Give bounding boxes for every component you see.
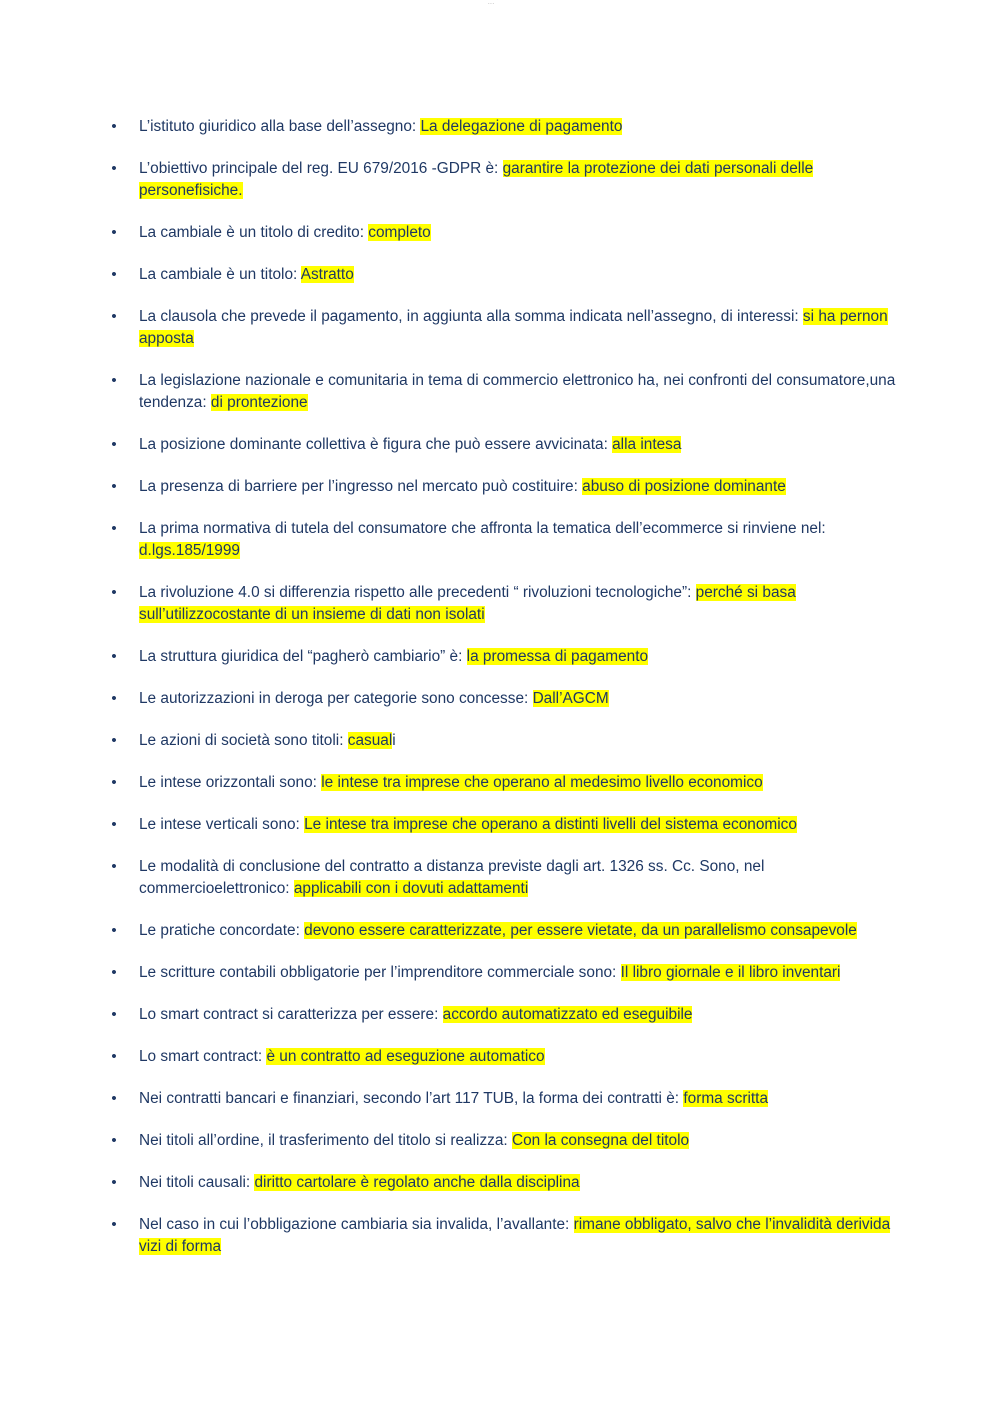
- bullet-icon: •: [111, 922, 117, 939]
- answer-highlight: alla intesa: [612, 436, 682, 453]
- list-item: [108, 920, 898, 942]
- list-item: [108, 306, 898, 350]
- answer-highlight: forma scritta: [683, 1090, 769, 1107]
- bullet-icon: •: [111, 858, 117, 875]
- answer-highlight: d.lgs.185/1999: [139, 542, 240, 559]
- answer-highlight: le intese tra imprese che operano al medesimo livello economico: [321, 774, 763, 791]
- list-item: [108, 116, 898, 138]
- list-item: [108, 646, 898, 668]
- question-text: Le scritture contabili obbligatorie per l’imprenditore commerciale sono:: [139, 964, 621, 981]
- question-text: Nei contratti bancari e finanziari, secondo l’art 117 TUB, la forma dei contratti è:: [139, 1090, 684, 1107]
- list-item: [108, 1172, 898, 1194]
- header-mark: ...: [488, 0, 495, 6]
- bullet-icon: •: [111, 478, 117, 495]
- question-text: La clausola che prevede il pagamento, in aggiunta alla somma indicata nell’assegno, di interessi:: [139, 308, 803, 325]
- list-item: [108, 856, 898, 900]
- question-text: Nel caso in cui l’obbligazione cambiaria sia invalida, l’avallante:: [139, 1216, 574, 1233]
- question-text: La struttura giuridica del “pagherò cambiario” è:: [139, 648, 467, 665]
- list-item: [108, 772, 898, 794]
- question-text: Nei titoli all’ordine, il trasferimento del titolo si realizza:: [139, 1132, 512, 1149]
- answer-highlight: casual: [347, 732, 393, 749]
- question-text: Le modalità di conclusione del contratto a distanza previste dagli art. 1326 ss. Cc. Sono, nel commercioelettronico:: [139, 858, 765, 897]
- answer-highlight: completo: [368, 224, 431, 241]
- list-item: [108, 1088, 898, 1110]
- answer-highlight: diritto cartolare è regolato anche dalla disciplina: [254, 1174, 580, 1191]
- list-item: [108, 264, 898, 286]
- list-item: [108, 1130, 898, 1152]
- list-item: [108, 814, 898, 836]
- list-item: [108, 434, 898, 456]
- qa-bullet-list: [108, 116, 898, 1278]
- question-text: Le autorizzazioni in deroga per categorie sono concesse:: [139, 690, 533, 707]
- list-item: [108, 688, 898, 710]
- bullet-icon: •: [111, 1048, 117, 1065]
- list-item: [108, 518, 898, 562]
- answer-highlight: Astratto: [300, 266, 354, 283]
- bullet-icon: •: [111, 648, 117, 665]
- list-item: [108, 222, 898, 244]
- bullet-icon: •: [111, 160, 117, 177]
- bullet-icon: •: [111, 224, 117, 241]
- answer-highlight: accordo automatizzato ed eseguibile: [442, 1006, 693, 1023]
- answer-highlight: è un contratto ad eseguzione automatico: [266, 1048, 545, 1065]
- list-item: [108, 962, 898, 984]
- answer-highlight: devono essere caratterizzate, per essere vietate, da un parallelismo consapevole: [304, 922, 857, 939]
- question-text: Le pratiche concordate:: [139, 922, 305, 939]
- bullet-icon: •: [111, 520, 117, 537]
- bullet-icon: •: [111, 816, 117, 833]
- bullet-icon: •: [111, 774, 117, 791]
- question-text: La rivoluzione 4.0 si differenzia rispetto alle precedenti “ rivoluzioni tecnologiche”:: [139, 584, 696, 601]
- list-item: [108, 370, 898, 414]
- question-text: La prima normativa di tutela del consumatore che affronta la tematica dell’ecommerce si rinviene nel:: [139, 520, 826, 537]
- bullet-icon: •: [111, 372, 117, 389]
- bullet-icon: •: [111, 1090, 117, 1107]
- list-item: [108, 1004, 898, 1026]
- bullet-icon: •: [111, 1006, 117, 1023]
- bullet-icon: •: [111, 266, 117, 283]
- answer-tail-text: i: [392, 732, 396, 749]
- answer-highlight: Le intese tra imprese che operano a distinti livelli del sistema economico: [304, 816, 797, 833]
- question-text: Le intese orizzontali sono:: [139, 774, 322, 791]
- question-text: Le intese verticali sono:: [139, 816, 305, 833]
- question-text: Lo smart contract si caratterizza per essere:: [139, 1006, 443, 1023]
- bullet-icon: •: [111, 732, 117, 749]
- question-text: La cambiale è un titolo:: [139, 266, 301, 283]
- list-item: [108, 582, 898, 626]
- answer-highlight: perché si basa sull’utilizzocostante di un insieme di dati non isolati: [139, 584, 796, 623]
- question-text: Lo smart contract:: [139, 1048, 267, 1065]
- bullet-icon: •: [111, 436, 117, 453]
- answer-highlight: applicabili con i dovuti adattamenti: [293, 880, 529, 897]
- answer-highlight: di prontezione: [210, 394, 308, 411]
- bullet-icon: •: [111, 118, 117, 135]
- bullet-icon: •: [111, 964, 117, 981]
- question-text: La legislazione nazionale e comunitaria in tema di commercio elettronico ha, nei confronti del consumatore,una tendenza:: [139, 372, 896, 411]
- answer-highlight: abuso di posizione dominante: [582, 478, 786, 495]
- answer-highlight: Dall’AGCM: [532, 690, 609, 707]
- answer-highlight: Con la consegna del titolo: [511, 1132, 690, 1149]
- list-item: [108, 1214, 898, 1258]
- bullet-icon: •: [111, 308, 117, 325]
- list-item: [108, 476, 898, 498]
- question-text: La presenza di barriere per l’ingresso nel mercato può costituire:: [139, 478, 583, 495]
- question-text: Le azioni di società sono titoli:: [139, 732, 348, 749]
- bullet-icon: •: [111, 1174, 117, 1191]
- answer-highlight: rimane obbligato, salvo che l’invalidità derivida vizi di forma: [139, 1216, 891, 1255]
- answer-highlight: La delegazione di pagamento: [420, 118, 623, 135]
- answer-highlight: la promessa di pagamento: [466, 648, 649, 665]
- list-item: [108, 1046, 898, 1068]
- question-text: Nei titoli causali:: [139, 1174, 255, 1191]
- question-text: La posizione dominante collettiva è figura che può essere avvicinata:: [139, 436, 613, 453]
- bullet-icon: •: [111, 1132, 117, 1149]
- question-text: L’obiettivo principale del reg. EU 679/2016 -GDPR è:: [139, 160, 503, 177]
- answer-highlight: si ha pernon apposta: [139, 308, 888, 347]
- list-item: [108, 730, 898, 752]
- question-text: La cambiale è un titolo di credito:: [139, 224, 369, 241]
- bullet-icon: •: [111, 584, 117, 601]
- answer-highlight: garantire la protezione dei dati personali delle personefisiche.: [139, 160, 814, 199]
- question-text: L’istituto giuridico alla base dell’assegno:: [139, 118, 421, 135]
- bullet-icon: •: [111, 1216, 117, 1233]
- list-item: [108, 158, 898, 202]
- bullet-icon: •: [111, 690, 117, 707]
- answer-highlight: Il libro giornale e il libro inventari: [620, 964, 841, 981]
